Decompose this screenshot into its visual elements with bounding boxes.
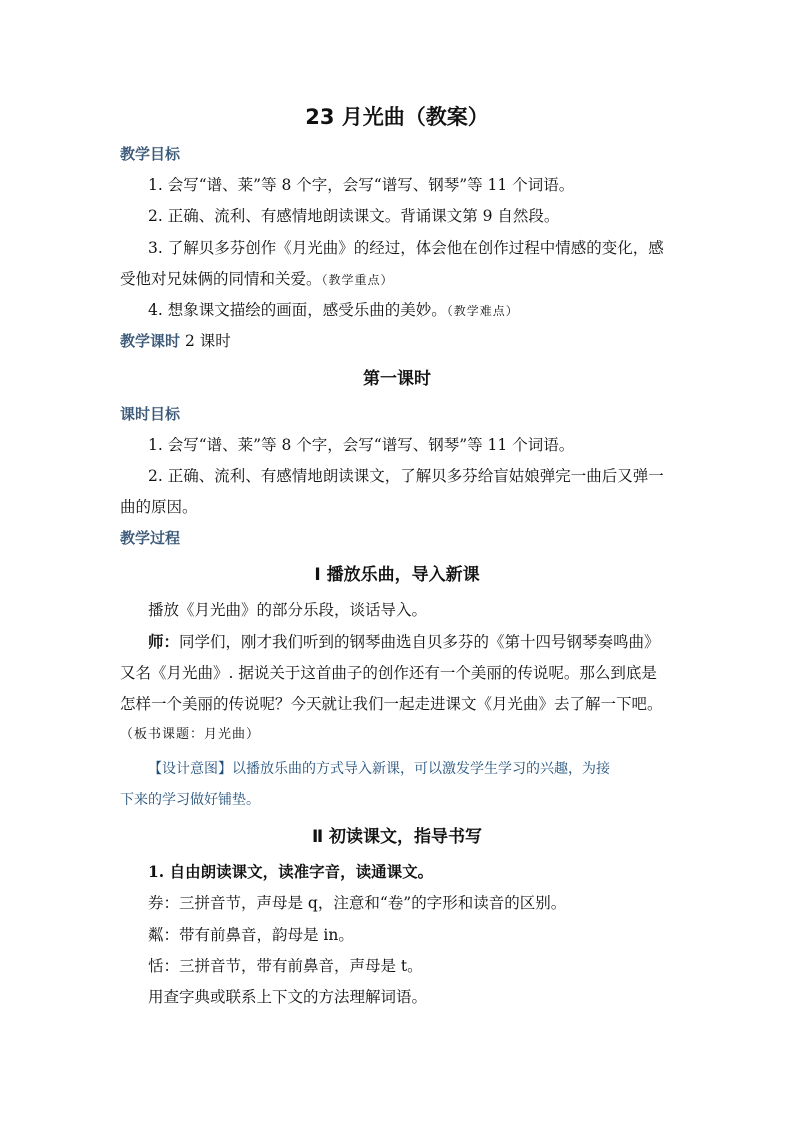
part-2-step-1: 1. 自由朗读课文，读准字音，读通课文。 <box>148 862 434 881</box>
lesson-1-title: 第一课时 <box>363 369 431 389</box>
objectives-heading: 教学目标 <box>120 145 181 163</box>
objective-item-4 <box>148 300 708 321</box>
lesson-goal-heading: 课时目标 <box>120 405 181 423</box>
part-1-paragraph-2-text: 同学们，刚才我们听到的钢琴曲选自贝多芬的《第十四号钢琴奏鸣曲》 <box>179 633 660 651</box>
word-note-1: 券：三拼音节，声母是 q，注意和“卷”的字形和读音的区别。 <box>148 894 567 912</box>
lesson-goal-2-line-1: 2. 正确、流利、有感情地朗读课文，了解贝多芬给盲姑娘弹完一曲后又弹一 <box>148 467 664 485</box>
teaching-hours <box>120 331 680 351</box>
key-point-note: （教学重点） <box>321 273 394 287</box>
process-heading: 教学过程 <box>120 529 181 547</box>
objective-item-2: 2. 正确、流利、有感情地朗读课文。背诵课文第 9 自然段。 <box>148 207 560 225</box>
design-intent-line-2: 下来的学习做好铺垫。 <box>120 792 260 808</box>
part-1-paragraph-2-line-1 <box>148 632 708 652</box>
part-1-title: Ⅰ 播放乐曲，导入新课 <box>314 565 480 585</box>
board-note: （板书课题：月光曲） <box>120 727 261 742</box>
part-1-paragraph-2-line-2: 又名《月光曲》. 据说关于这首曲子的创作还有一个美丽的传说呢。那么到底是 <box>120 664 657 682</box>
teaching-hours-value: 2 课时 <box>180 332 231 350</box>
word-note-4: 用查字典或联系上下文的方法理解词语。 <box>148 988 428 1006</box>
objective-item-4-text: 4. 想象课文描绘的画面，感受乐曲的美妙。 <box>148 301 447 319</box>
part-2-title: Ⅱ 初读课文，指导书写 <box>311 827 483 847</box>
design-intent-line-1: 【设计意图】以播放乐曲的方式导入新课，可以激发学生学习的兴趣，为接 <box>148 761 610 777</box>
lesson-goal-1: 1. 会写“谱、莱”等 8 个字，会写“谱写、钢琴”等 11 个词语。 <box>148 436 575 454</box>
objective-item-1: 1. 会写“谱、莱”等 8 个字，会写“谱写、钢琴”等 11 个词语。 <box>148 176 575 194</box>
objective-item-3-text: 受他对兄妹俩的同情和关爱。 <box>120 270 322 288</box>
lesson-goal-2-line-2: 曲的原因。 <box>120 498 198 516</box>
part-1-paragraph-2-line-3: 怎样一个美丽的传说呢？今天就让我们一起走进课文《月光曲》去了解一下吧。 <box>120 695 663 713</box>
objective-item-3-line-2 <box>120 269 680 290</box>
teaching-hours-label: 教学课时 <box>120 332 181 350</box>
part-1-paragraph-1: 播放《月光曲》的部分乐段，谈话导入。 <box>148 601 428 619</box>
word-note-2: 粼：带有前鼻音，韵母是 in。 <box>148 926 354 944</box>
page-title: 23 月光曲（教案） <box>305 105 489 129</box>
objective-item-3-line-1: 3. 了解贝多芬创作《月光曲》的经过，体会他在创作过程中情感的变化，感 <box>148 239 664 257</box>
word-note-3: 恬：三拼音节，带有前鼻音，声母是 t。 <box>148 957 423 975</box>
teacher-label: 师： <box>148 632 180 651</box>
difficulty-note: （教学难点） <box>446 304 519 318</box>
